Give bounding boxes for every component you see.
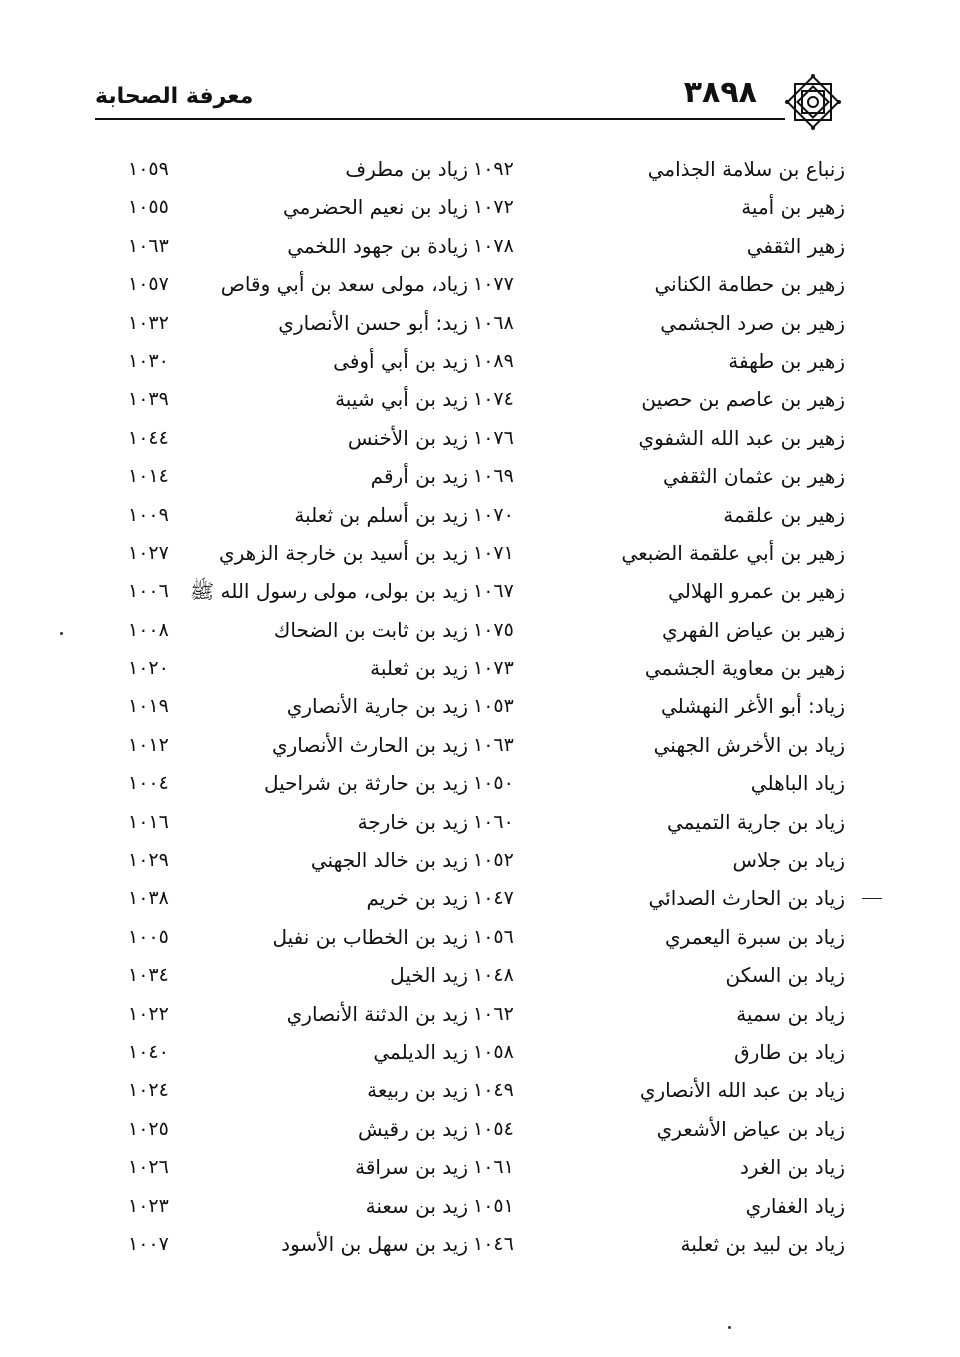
- index-entry: [95, 496, 473, 534]
- name-index: [95, 150, 845, 1260]
- index-entry: [95, 150, 473, 188]
- entry-number: ١٠٦٧: [473, 580, 514, 603]
- index-entry: [473, 803, 845, 841]
- entry-number: ١٠٧٨: [473, 234, 514, 257]
- entry-name: زياد بن لبيد بن ثعلبة: [680, 1231, 845, 1256]
- index-entry: [95, 687, 473, 725]
- index-entry: [473, 265, 845, 303]
- index-entry: [473, 188, 845, 226]
- entry-number: ١٠٦٠: [473, 810, 514, 833]
- entry-number: ١٠٠٤: [128, 772, 169, 795]
- entry-number: ١٠٥٢: [473, 849, 514, 872]
- scan-speck: [60, 632, 63, 635]
- entry-name: زيد بن سراقة: [355, 1155, 468, 1180]
- index-entry: [473, 956, 845, 994]
- entry-name: زهير بن أمية: [741, 195, 845, 220]
- entry-number: ١٠١٢: [128, 733, 169, 756]
- index-entry: [473, 496, 845, 534]
- entry-name: زياد الباهلي: [750, 771, 845, 796]
- index-entry: [95, 265, 473, 303]
- entry-name: زيد بن الأخنس: [347, 425, 468, 450]
- entry-number: ١٠١٤: [128, 465, 169, 488]
- index-entry: [95, 649, 473, 687]
- entry-number: ١٠٣٤: [128, 964, 169, 987]
- entry-name: زيد بن بولى، مولى رسول الله ﷺ: [189, 579, 468, 604]
- entry-name: زيد بن أرقم: [370, 464, 468, 489]
- entry-number: ١٠٦٣: [128, 234, 169, 257]
- entry-name: زيد بن ثابت بن الضحاك: [273, 617, 468, 642]
- entry-number: ١٠٢٥: [128, 1117, 169, 1140]
- entry-name: زنباع بن سلامة الجذامي: [647, 157, 845, 181]
- index-entry: [473, 227, 845, 265]
- entry-number: ١٠٠٦: [128, 580, 169, 603]
- index-entry: [473, 534, 845, 572]
- entry-number: ١٠٢٦: [128, 1156, 169, 1179]
- entry-number: ١٠٩٢: [473, 158, 514, 180]
- entry-number: ١٠٧٢: [473, 196, 514, 219]
- index-entry: [473, 726, 845, 764]
- index-entry: [473, 1148, 845, 1186]
- entry-number: ١٠٥٨: [473, 1040, 514, 1063]
- index-entry: [95, 879, 473, 917]
- index-entry: [95, 841, 473, 879]
- entry-number: ١٠٥٩: [128, 158, 169, 180]
- index-entry: [473, 841, 845, 879]
- entry-name: زياد بن جارية التميمي: [666, 809, 845, 834]
- index-entry: [95, 803, 473, 841]
- right-column: [473, 150, 845, 1260]
- entry-name: زياد بن الأخرش الجهني: [653, 732, 845, 757]
- index-entry: [95, 342, 473, 380]
- entry-number: ١٠٦٩: [473, 465, 514, 488]
- entry-name: زهير بن طهفة: [728, 348, 845, 373]
- entry-name: زيد بن رقيش: [358, 1116, 468, 1141]
- index-entry: [95, 1071, 473, 1109]
- entry-name: زهير بن معاوية الجشمي: [644, 656, 845, 681]
- entry-name: زياد بن سبرة اليعمري: [665, 924, 845, 949]
- entry-name: زيد الخيل: [390, 963, 468, 988]
- entry-name: زياد بن عياض الأشعري: [656, 1116, 845, 1141]
- index-entry: [473, 304, 845, 342]
- entry-number: ١٠٥٣: [473, 695, 514, 718]
- entry-name: زياد بن طارق: [734, 1039, 845, 1064]
- index-entry: [95, 227, 473, 265]
- entry-number: ١٠٣٠: [128, 349, 169, 372]
- entry-number: ١٠٦٢: [473, 1002, 514, 1025]
- entry-number: ١٠٥٥: [128, 196, 169, 219]
- entry-number: ١٠٢٧: [128, 541, 169, 564]
- entry-number: ١٠١٩: [128, 695, 169, 718]
- entry-name: زياد بن عبد الله الأنصاري: [639, 1078, 845, 1103]
- header-rule: [95, 118, 785, 120]
- entry-name: زياد بن الغرد: [740, 1155, 845, 1180]
- entry-name: زيد بن أسلم بن ثعلبة: [294, 502, 468, 527]
- entry-number: ١٠٢٠: [128, 657, 169, 680]
- entry-number: ١٠٢٤: [128, 1079, 169, 1102]
- entry-name: زهير بن حطامة الكناني: [654, 272, 845, 297]
- entry-name: زيد بن خالد الجهني: [310, 848, 468, 873]
- entry-number: ١٠٧٦: [473, 426, 514, 449]
- entry-number: ١٠٧١: [473, 541, 514, 564]
- entry-number: ١٠٢٣: [128, 1194, 169, 1217]
- entry-number: ١٠٣٩: [128, 388, 169, 411]
- index-entry: [473, 457, 845, 495]
- entry-name: زيد بن خريم: [366, 886, 468, 911]
- entry-name: زياد بن نعيم الحضرمي: [283, 195, 468, 220]
- index-entry: [95, 1225, 473, 1263]
- entry-number: ١٠٦٨: [473, 311, 514, 334]
- entry-name: زيد: أبو حسن الأنصاري: [278, 310, 468, 335]
- entry-name: زيد بن الخطاب بن نفيل: [272, 924, 468, 949]
- entry-name: زيد بن أسيد بن خارجة الزهري: [218, 540, 468, 565]
- index-entry: [473, 342, 845, 380]
- entry-number: ١٠٤٠: [128, 1040, 169, 1063]
- entry-number: ١٠٧٧: [473, 273, 514, 296]
- index-entry: [95, 419, 473, 457]
- entry-name: زياد بن الحارث الصدائي: [648, 886, 845, 911]
- index-entry: [95, 1148, 473, 1186]
- entry-name: زياد بن مطرف: [345, 157, 468, 181]
- entry-name: زياد الغفاري: [745, 1193, 845, 1218]
- index-entry: [95, 304, 473, 342]
- index-entry: [473, 150, 845, 188]
- entry-name: زيد بن سعنة: [365, 1193, 468, 1218]
- entry-number: ١٠٤٧: [473, 887, 514, 910]
- index-entry: [95, 726, 473, 764]
- margin-mark: [862, 898, 882, 899]
- entry-name: زيد بن ثعلبة: [370, 656, 468, 681]
- index-entry: [95, 918, 473, 956]
- scan-speck: [728, 1326, 731, 1329]
- index-entry: [95, 764, 473, 802]
- index-entry: [473, 1033, 845, 1071]
- index-entry: [95, 1033, 473, 1071]
- index-entry: [95, 1110, 473, 1148]
- index-entry: [473, 380, 845, 418]
- entry-name: زهير بن صرد الجشمي: [660, 310, 845, 335]
- entry-number: ١٠٥٠: [473, 772, 514, 795]
- entry-name: زيد بن خارجة: [357, 809, 468, 834]
- entry-number: ١٠٧٣: [473, 657, 514, 680]
- entry-number: ١٠٢٩: [128, 849, 169, 872]
- entry-number: ١٠٥٦: [473, 925, 514, 948]
- index-entry: [95, 457, 473, 495]
- entry-number: ١٠٤٤: [128, 426, 169, 449]
- entry-number: ١٠٤٩: [473, 1079, 514, 1102]
- index-entry: [473, 611, 845, 649]
- entry-number: ١٠٧٠: [473, 503, 514, 526]
- index-entry: [95, 380, 473, 418]
- entry-number: ١٠٨٩: [473, 349, 514, 372]
- entry-name: زهير بن عثمان الثقفي: [662, 464, 845, 489]
- entry-name: زيد بن حارثة بن شراحيل: [263, 771, 468, 796]
- entry-number: ١٠٣٨: [128, 887, 169, 910]
- entry-name: زهير بن عياض الفهري: [661, 617, 845, 642]
- index-entry: [473, 649, 845, 687]
- book-title: معرفة الصحابة: [95, 84, 254, 109]
- entry-name: زيد بن الحارث الأنصاري: [271, 732, 468, 757]
- index-entry: [95, 956, 473, 994]
- entry-name: زياد: أبو الأغر النهشلي: [661, 694, 845, 719]
- entry-number: ١٠٢٢: [128, 1002, 169, 1025]
- entry-number: ١٠٥٤: [473, 1117, 514, 1140]
- entry-name: زهير بن عاصم بن حصين: [641, 387, 845, 412]
- index-entry: [95, 534, 473, 572]
- entry-name: زياد، مولى سعد بن أبي وقاص: [220, 272, 468, 297]
- entry-number: ١٠٥٧: [128, 273, 169, 296]
- index-entry: [95, 1187, 473, 1225]
- entry-number: ١٠٦١: [473, 1156, 514, 1179]
- entry-number: ١٠٧٥: [473, 618, 514, 641]
- entry-name: زياد بن جلاس: [732, 848, 845, 873]
- entry-number: ١٠٠٩: [128, 503, 169, 526]
- index-entry: [473, 918, 845, 956]
- entry-number: ١٠٠٨: [128, 618, 169, 641]
- index-entry: [473, 419, 845, 457]
- entry-name: زهير الثقفي: [746, 233, 845, 258]
- page-header: [95, 72, 843, 120]
- index-entry: [473, 879, 845, 917]
- entry-name: زيد بن ربيعة: [367, 1078, 468, 1103]
- geometric-star-ornament-icon: [783, 72, 843, 132]
- index-entry: [473, 1225, 845, 1263]
- entry-name: زيد الديلمي: [373, 1039, 468, 1064]
- entry-number: ١٠٤٦: [473, 1232, 514, 1255]
- entry-number: ١٠٠٧: [128, 1232, 169, 1255]
- entry-number: ١٠١٦: [128, 810, 169, 833]
- index-entry: [473, 1110, 845, 1148]
- entry-name: زهير بن عمرو الهلالي: [668, 579, 845, 604]
- entry-name: زيد بن جارية الأنصاري: [286, 694, 468, 719]
- page-number: ٣٨٩٨: [683, 75, 757, 110]
- entry-name: زيادة بن جهود اللخمي: [287, 233, 468, 258]
- index-entry: [473, 995, 845, 1033]
- entry-name: زهير بن عبد الله الشفوي: [638, 425, 845, 450]
- index-entry: [473, 1187, 845, 1225]
- entry-name: زيد بن الدثنة الأنصاري: [286, 1001, 468, 1026]
- left-column: [95, 150, 473, 1260]
- entry-number: ١٠٦٣: [473, 733, 514, 756]
- index-entry: [473, 687, 845, 725]
- index-entry: [473, 1071, 845, 1109]
- entry-name: زهير بن أبي علقمة الضبعي: [621, 540, 845, 565]
- entry-name: زياد بن سمية: [736, 1001, 845, 1026]
- entry-name: زيد بن أبي شيبة: [335, 387, 468, 412]
- entry-number: ١٠٠٥: [128, 925, 169, 948]
- entry-number: ١٠٥١: [473, 1194, 514, 1217]
- entry-name: زيد بن سهل بن الأسود: [281, 1231, 468, 1256]
- entry-number: ١٠٧٤: [473, 388, 514, 411]
- entry-number: ١٠٣٢: [128, 311, 169, 334]
- index-entry: [95, 995, 473, 1033]
- index-entry: [473, 572, 845, 610]
- index-entry: [95, 611, 473, 649]
- index-entry: [473, 764, 845, 802]
- index-entry: [95, 188, 473, 226]
- index-entry: [95, 572, 473, 610]
- entry-name: زهير بن علقمة: [723, 502, 845, 527]
- entry-name: زياد بن السكن: [725, 963, 845, 988]
- entry-name: زيد بن أبي أوفى: [333, 348, 468, 373]
- entry-number: ١٠٤٨: [473, 964, 514, 987]
